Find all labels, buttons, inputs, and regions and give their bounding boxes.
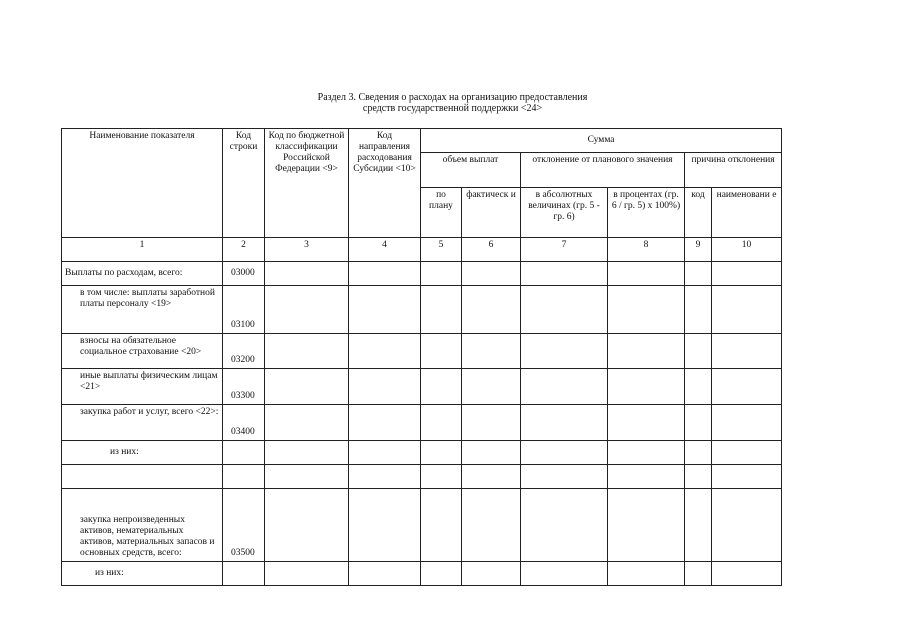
column-number: 4 — [349, 238, 421, 262]
cell-budget-class[interactable] — [265, 262, 349, 286]
row-code: 03500 — [223, 489, 265, 562]
cell-pct[interactable] — [608, 405, 685, 441]
row-label: из них: — [62, 441, 223, 465]
cell-direction[interactable] — [349, 262, 421, 286]
column-number: 1 — [62, 238, 223, 262]
cell-actual[interactable] — [462, 369, 521, 405]
cell-plan[interactable] — [421, 562, 462, 586]
section-title — [0, 92, 905, 114]
cell-budget-class[interactable] — [265, 405, 349, 441]
cell-reason-code[interactable] — [685, 334, 712, 369]
cell-pct[interactable] — [608, 465, 685, 489]
cell-direction[interactable] — [349, 286, 421, 334]
header-line-code: Код строки — [223, 129, 265, 238]
cell-reason-code[interactable] — [685, 489, 712, 562]
cell-budget-class[interactable] — [265, 286, 349, 334]
header-plan: по плану — [421, 188, 462, 238]
cell-pct[interactable] — [608, 562, 685, 586]
column-number: 3 — [265, 238, 349, 262]
expenses-table — [61, 128, 782, 586]
cell-budget-class[interactable] — [265, 369, 349, 405]
cell-plan[interactable] — [421, 489, 462, 562]
header-naming: наименовани е — [712, 188, 782, 238]
table-row — [62, 465, 782, 489]
cell-actual[interactable] — [462, 441, 521, 465]
row-code: 03100 — [223, 286, 265, 334]
cell-direction[interactable] — [349, 465, 421, 489]
cell-reason-code[interactable] — [685, 286, 712, 334]
row-label: закупка непроизведенных активов, нематериальных активов, материальных запасов и основных средств, всего: — [62, 489, 223, 562]
cell-plan[interactable] — [421, 262, 462, 286]
header-sum: Сумма — [421, 129, 782, 153]
cell-abs[interactable] — [521, 286, 608, 334]
cell-pct[interactable] — [608, 369, 685, 405]
cell-reason-code[interactable] — [685, 262, 712, 286]
column-number: 10 — [712, 238, 782, 262]
cell-plan[interactable] — [421, 334, 462, 369]
cell-reason-code[interactable] — [685, 369, 712, 405]
column-number: 8 — [608, 238, 685, 262]
cell-abs[interactable] — [521, 465, 608, 489]
cell-abs[interactable] — [521, 489, 608, 562]
cell-pct[interactable] — [608, 441, 685, 465]
cell-actual[interactable] — [462, 262, 521, 286]
column-number: 9 — [685, 238, 712, 262]
header-deviation: отклонение от планового значения — [521, 153, 685, 188]
header-abs: в абсолютных величинах (гр. 5 - гр. 6) — [521, 188, 608, 238]
header-actual: фактическ и — [462, 188, 521, 238]
header-direction-code: Код направления расходования Субсидии <10> — [349, 129, 421, 238]
cell-reason-name[interactable] — [712, 405, 782, 441]
row-label — [62, 465, 223, 489]
section-title-line2: средств государственной поддержки <24> — [362, 103, 543, 114]
cell-direction[interactable] — [349, 334, 421, 369]
row-label: из них: — [62, 562, 223, 586]
cell-abs[interactable] — [521, 369, 608, 405]
header-volume: объем выплат — [421, 153, 521, 188]
cell-reason-name[interactable] — [712, 286, 782, 334]
cell-pct[interactable] — [608, 286, 685, 334]
cell-reason-name[interactable] — [712, 334, 782, 369]
cell-abs[interactable] — [521, 405, 608, 441]
table-row — [62, 405, 782, 441]
table-row — [62, 562, 782, 586]
cell-abs[interactable] — [521, 441, 608, 465]
header-reason: причина отклонения — [685, 153, 782, 188]
cell-reason-name[interactable] — [712, 441, 782, 465]
table-row — [62, 369, 782, 405]
cell-reason-name[interactable] — [712, 562, 782, 586]
cell-direction[interactable] — [349, 562, 421, 586]
table-row — [62, 489, 782, 562]
cell-reason-name[interactable] — [712, 369, 782, 405]
cell-actual[interactable] — [462, 405, 521, 441]
section-title-line1: Раздел 3. Сведения о расходах на организацию предоставления — [317, 92, 588, 103]
cell-actual[interactable] — [462, 489, 521, 562]
header-pct: в процентах (гр. 6 / гр. 5) x 100%) — [608, 188, 685, 238]
cell-reason-code[interactable] — [685, 441, 712, 465]
column-number: 7 — [521, 238, 608, 262]
cell-actual[interactable] — [462, 465, 521, 489]
cell-actual[interactable] — [462, 334, 521, 369]
cell-budget-class[interactable] — [265, 334, 349, 369]
cell-abs[interactable] — [521, 334, 608, 369]
column-number: 5 — [421, 238, 462, 262]
row-label: в том числе: выплаты заработной платы персоналу <19> — [62, 286, 223, 334]
row-code: 03300 — [223, 369, 265, 405]
cell-plan[interactable] — [421, 286, 462, 334]
row-code — [223, 562, 265, 586]
cell-budget-class[interactable] — [265, 465, 349, 489]
cell-reason-name[interactable] — [712, 465, 782, 489]
cell-pct[interactable] — [608, 334, 685, 369]
row-label: иные выплаты физическим лицам <21> — [62, 369, 223, 405]
cell-abs[interactable] — [521, 262, 608, 286]
header-code: код — [685, 188, 712, 238]
row-code: 03200 — [223, 334, 265, 369]
cell-plan[interactable] — [421, 405, 462, 441]
row-label: Выплаты по расходам, всего: — [62, 262, 223, 286]
row-code — [223, 465, 265, 489]
cell-plan[interactable] — [421, 465, 462, 489]
table-row — [62, 334, 782, 369]
table-row — [62, 441, 782, 465]
row-code: 03000 — [223, 262, 265, 286]
cell-reason-code[interactable] — [685, 465, 712, 489]
column-number: 6 — [462, 238, 521, 262]
table-row — [62, 262, 782, 286]
row-code: 03400 — [223, 405, 265, 441]
header-name: Наименование показателя — [62, 129, 223, 238]
cell-plan[interactable] — [421, 441, 462, 465]
header-budget-class-code: Код по бюджетной классификации Российской Федерации <9> — [265, 129, 349, 238]
cell-direction[interactable] — [349, 405, 421, 441]
cell-direction[interactable] — [349, 441, 421, 465]
cell-pct[interactable] — [608, 262, 685, 286]
cell-abs[interactable] — [521, 562, 608, 586]
row-label: взносы на обязательное социальное страхование <20> — [62, 334, 223, 369]
row-code — [223, 441, 265, 465]
row-label: закупка работ и услуг, всего <22>: — [62, 405, 223, 441]
cell-reason-code[interactable] — [685, 405, 712, 441]
cell-actual[interactable] — [462, 562, 521, 586]
cell-budget-class[interactable] — [265, 562, 349, 586]
cell-pct[interactable] — [608, 489, 685, 562]
cell-budget-class[interactable] — [265, 441, 349, 465]
column-number: 2 — [223, 238, 265, 262]
cell-actual[interactable] — [462, 286, 521, 334]
cell-reason-code[interactable] — [685, 562, 712, 586]
cell-reason-name[interactable] — [712, 489, 782, 562]
cell-budget-class[interactable] — [265, 489, 349, 562]
cell-plan[interactable] — [421, 369, 462, 405]
column-numbers-row — [62, 238, 782, 262]
cell-direction[interactable] — [349, 489, 421, 562]
cell-reason-name[interactable] — [712, 262, 782, 286]
header-row-1 — [62, 129, 782, 153]
cell-direction[interactable] — [349, 369, 421, 405]
table-row — [62, 286, 782, 334]
